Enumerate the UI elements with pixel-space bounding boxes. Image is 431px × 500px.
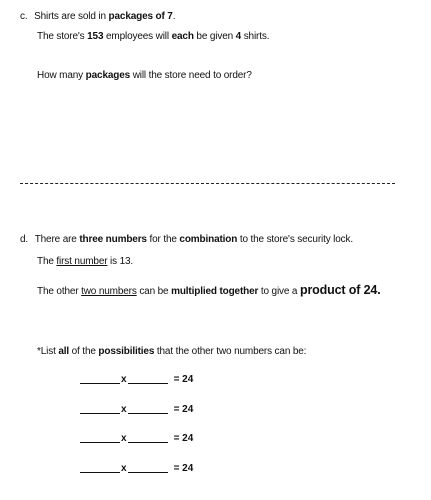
- second-factor-blank[interactable]: [128, 412, 168, 414]
- part-d-text-2a: The: [37, 256, 57, 267]
- part-d-three-numbers: three numbers: [79, 234, 147, 245]
- part-c-employee-count: 153: [87, 31, 104, 42]
- part-c-each: each: [171, 31, 194, 42]
- first-factor-blank[interactable]: [80, 412, 120, 414]
- part-d-text-3c: to give a: [258, 286, 300, 297]
- part-c-text-1: Shirts are sold in: [34, 11, 109, 22]
- part-c-text-2a: The store's: [37, 31, 88, 42]
- first-factor-blank[interactable]: [80, 471, 120, 473]
- answer-row: [80, 400, 193, 414]
- part-d-text-1c: to the store's security lock.: [237, 234, 353, 245]
- equals-24: = 24: [173, 433, 194, 444]
- part-d-instruction-all: all: [58, 346, 70, 357]
- part-d-line-2: [37, 256, 133, 268]
- part-c-packages-of-7: packages of 7: [108, 11, 173, 22]
- part-d-instruction-b: of the: [69, 346, 99, 357]
- first-factor-blank[interactable]: [80, 382, 120, 384]
- part-d-instruction-c: that the other two numbers can be:: [154, 346, 307, 357]
- answer-row: [80, 370, 193, 384]
- equals-24: = 24: [173, 374, 194, 385]
- section-divider: [20, 183, 395, 184]
- part-d-text-1b: for the: [146, 234, 180, 245]
- second-factor-blank[interactable]: [128, 471, 168, 473]
- part-d-line-1: [20, 234, 353, 246]
- second-factor-blank[interactable]: [128, 441, 168, 443]
- part-d-text-1a: There are: [34, 234, 80, 245]
- multiply-sign: x: [121, 463, 127, 474]
- equals-24: = 24: [173, 404, 194, 415]
- part-d-product-of-24: product of 24.: [299, 283, 381, 297]
- equals-24: = 24: [173, 463, 194, 474]
- multiply-sign: x: [121, 404, 127, 415]
- part-d-text-3b: can be: [136, 286, 172, 297]
- part-c-question-packages: packages: [85, 70, 131, 81]
- part-c-shirt-count: 4: [235, 31, 242, 42]
- part-d-instruction: [37, 346, 306, 358]
- part-c-text-2d: shirts.: [241, 31, 270, 42]
- part-c-question-b: will the store need to order?: [130, 70, 252, 81]
- part-c-question-a: How many: [37, 70, 86, 81]
- first-factor-blank[interactable]: [80, 441, 120, 443]
- part-d-label: d.: [20, 234, 29, 245]
- part-d-multiplied-together: multiplied together: [171, 286, 259, 297]
- part-d-instruction-possibilities: possibilities: [98, 346, 155, 357]
- part-d-combination: combination: [179, 234, 238, 245]
- multiply-sign: x: [121, 374, 127, 385]
- part-c-text-2c: be given: [193, 31, 236, 42]
- answer-row: [80, 459, 193, 473]
- part-c-label: c.: [20, 11, 28, 22]
- part-d-two-numbers: two numbers: [81, 286, 137, 297]
- part-d-text-2b: is 13.: [107, 256, 134, 267]
- multiply-sign: x: [121, 433, 127, 444]
- part-d-line-3: [37, 283, 381, 298]
- part-c-line-2: [37, 31, 269, 43]
- second-factor-blank[interactable]: [128, 382, 168, 384]
- part-d-instruction-a: *List: [37, 346, 59, 357]
- part-c-text-2b: employees will: [103, 31, 172, 42]
- part-c-line-1: [20, 11, 175, 23]
- answer-row: [80, 429, 193, 443]
- part-c-period: .: [172, 11, 176, 22]
- part-d-first-number: first number: [56, 256, 108, 267]
- part-d-text-3a: The other: [37, 286, 82, 297]
- part-c-question: [37, 70, 252, 82]
